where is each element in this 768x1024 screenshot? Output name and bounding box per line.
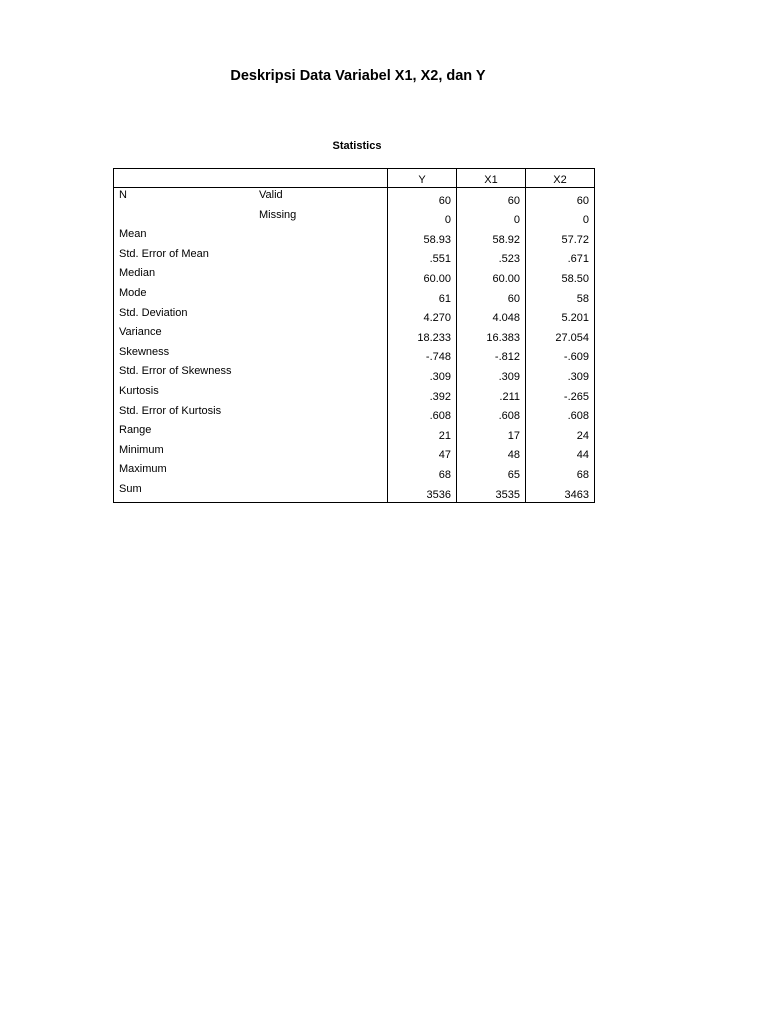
cell-value: 17 (457, 423, 526, 443)
cell-value: .608 (457, 404, 526, 424)
cell-value: 61 (388, 286, 457, 306)
row-sublabel (254, 325, 388, 345)
row-sublabel (254, 306, 388, 326)
table-row (114, 482, 595, 502)
row-label: Std. Error of Mean (119, 247, 209, 260)
cell-value: 0 (388, 208, 457, 228)
cell-value: 4.048 (457, 306, 526, 326)
cell-value: .392 (388, 384, 457, 404)
cell-value: 3535 (457, 482, 526, 502)
table-row (114, 443, 595, 463)
table-row (114, 266, 595, 286)
row-label: Mean (119, 228, 147, 241)
cell-value: .551 (388, 247, 457, 267)
cell-value: 5.201 (526, 306, 595, 326)
header-blank (254, 169, 388, 188)
table-row (114, 325, 595, 345)
table-row (114, 404, 595, 424)
row-label: Variance (119, 326, 162, 339)
cell-value: .671 (526, 247, 595, 267)
table-row (114, 286, 595, 306)
table-row (114, 462, 595, 482)
row-label: N (119, 189, 127, 201)
cell-value: 3536 (388, 482, 457, 502)
cell-value: 24 (526, 423, 595, 443)
cell-value: .523 (457, 247, 526, 267)
table-row (114, 227, 595, 247)
cell-value: 60.00 (457, 266, 526, 286)
cell-value: 44 (526, 443, 595, 463)
table-row (114, 423, 595, 443)
row-sublabel (254, 404, 388, 424)
cell-value: 47 (388, 443, 457, 463)
cell-value: 57.72 (526, 227, 595, 247)
cell-value: .211 (457, 384, 526, 404)
table-header-row (114, 169, 595, 188)
cell-value: 68 (388, 462, 457, 482)
statistics-table (113, 168, 595, 503)
row-label: Minimum (119, 443, 164, 456)
cell-value: 0 (457, 208, 526, 228)
cell-value: 60 (457, 188, 526, 208)
cell-value: .608 (526, 404, 595, 424)
table-row (114, 208, 595, 228)
row-label: Maximum (119, 463, 167, 476)
cell-value: 58.50 (526, 266, 595, 286)
cell-value: 16.383 (457, 325, 526, 345)
row-label: Mode (119, 286, 147, 299)
row-sublabel (254, 345, 388, 365)
row-sublabel: Missing (259, 208, 297, 221)
document-title: Deskripsi Data Variabel X1, X2, dan Y (230, 68, 486, 84)
cell-value: 0 (526, 208, 595, 228)
table-row (114, 384, 595, 404)
cell-value: 27.054 (526, 325, 595, 345)
cell-value: 58.93 (388, 227, 457, 247)
cell-value: -.748 (388, 345, 457, 365)
cell-value: 4.270 (388, 306, 457, 326)
cell-value: 21 (388, 423, 457, 443)
cell-value: 68 (526, 462, 595, 482)
cell-value: -.265 (526, 384, 595, 404)
row-sublabel (254, 286, 388, 306)
row-label: Skewness (119, 345, 170, 358)
cell-value: 60 (388, 188, 457, 208)
row-sublabel (254, 227, 388, 247)
cell-value: 3463 (526, 482, 595, 502)
table-row (114, 364, 595, 384)
row-sublabel (254, 384, 388, 404)
row-label: Std. Error of Skewness (119, 365, 232, 378)
cell-value: -.609 (526, 345, 595, 365)
cell-value: 60 (457, 286, 526, 306)
header-blank (114, 169, 255, 188)
row-label (114, 208, 255, 228)
column-header: X1 (457, 169, 526, 188)
cell-value: 60.00 (388, 266, 457, 286)
row-label: Sum (119, 482, 142, 495)
row-label: Median (119, 267, 156, 280)
cell-value: 60 (526, 188, 595, 208)
row-sublabel (254, 247, 388, 267)
cell-value: 48 (457, 443, 526, 463)
row-sublabel (254, 266, 388, 286)
table-row (114, 345, 595, 365)
column-header: Y (388, 169, 457, 188)
cell-value: -.812 (457, 345, 526, 365)
cell-value: 65 (457, 462, 526, 482)
cell-value: .309 (457, 364, 526, 384)
row-label: Kurtosis (119, 384, 159, 397)
cell-value: 18.233 (388, 325, 457, 345)
cell-value: .309 (526, 364, 595, 384)
cell-value: .309 (388, 364, 457, 384)
row-sublabel (254, 364, 388, 384)
row-label: Range (119, 424, 152, 437)
row-sublabel (254, 443, 388, 463)
row-sublabel (254, 482, 388, 502)
cell-value: .608 (388, 404, 457, 424)
row-label: Std. Error of Kurtosis (119, 404, 222, 417)
row-label: Std. Deviation (119, 306, 188, 319)
row-sublabel: Valid (259, 189, 283, 201)
table-row (114, 306, 595, 326)
table-row (114, 247, 595, 267)
table-row (114, 188, 595, 208)
cell-value: 58 (526, 286, 595, 306)
table-title: Statistics (332, 140, 382, 152)
row-sublabel (254, 462, 388, 482)
row-sublabel (254, 423, 388, 443)
column-header: X2 (526, 169, 595, 188)
cell-value: 58.92 (457, 227, 526, 247)
